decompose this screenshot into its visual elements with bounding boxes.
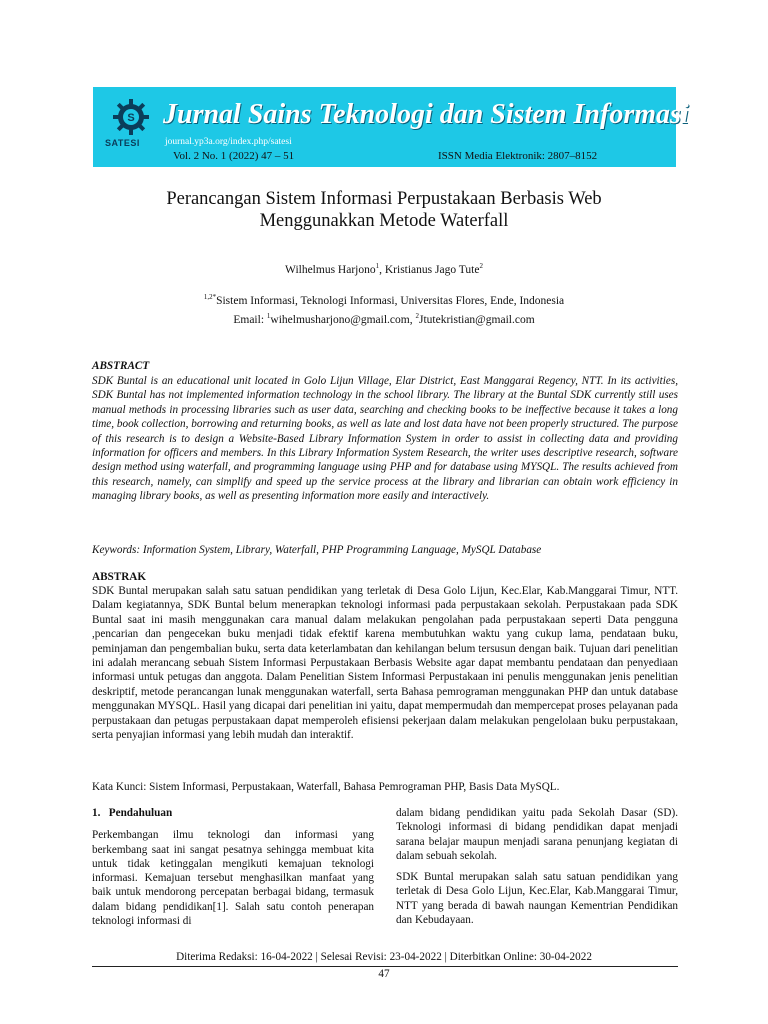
author-separator: , (379, 263, 385, 276)
title-line-1: Perancangan Sistem Informasi Perpustakaan Berbasis Web (166, 189, 602, 209)
author-1: Wilhelmus Harjono (285, 263, 376, 276)
submission-dates: Diterima Redaksi: 16-04-2022 | Selesai Revisi: 23-04-2022 | Diterbitkan Online: 30-04-2022 (176, 951, 592, 963)
journal-title: Jurnal Sains Teknologi dan Sistem Informasi (163, 99, 689, 130)
journal-url[interactable]: journal.yp3a.org/index.php/satesi (165, 137, 292, 147)
paragraph: SDK Buntal merupakan salah satu satuan pendidikan yang terletak di Desa Golo Lijun, Kec.Elar, Kab.Manggarai Timur, NTT yang berada di bawah naungan Kementrian Pendidikan dan Kebudayaan. (396, 871, 678, 927)
gear-logo-icon (111, 97, 151, 137)
email-prefix: Email: (233, 313, 267, 326)
affiliation (0, 290, 768, 309)
issn-info: ISSN Media Elektronik: 2807–8152 (438, 150, 598, 162)
email-2-sup: 2 (415, 311, 419, 320)
svg-text:S: S (127, 112, 135, 124)
abstract-body: SDK Buntal is an educational unit located in Golo Lijun Village, Elar District, East Manggarai Regency, NTT. In its activities, SDK Buntal has not implemented information technology in the school library. The library at the Buntal SDK currently still uses manual methods in processing libraries such as user data, searching and checking books to be ineffective because it takes a long time, book collection, borrowing and returning books, as well as late and lost data have not been properly structured. The purpose of this research is to design a Website-Based Library Information System in order to assist in collecting data and providing information for officers and members. In this Library Information System Research, the writer uses descriptive research, software design method using waterfall, and programming language using PHP and for database using MYSQL. The results achieved from this research, namely, can simplify and speed up the service process at the library and librarian can obtain work efficiency in managing library books, as well as presenting information more easily and interactively. (92, 375, 678, 503)
email-1[interactable]: wihelmusharjono@gmail.com, (270, 313, 416, 326)
authors (0, 262, 768, 276)
page-number: 47 (378, 968, 390, 980)
affiliation-block (0, 290, 768, 328)
email-1-sup: 1 (266, 311, 271, 320)
logo-label: SATESI (105, 138, 140, 148)
emails (0, 309, 768, 328)
title-line-2: Menggunakkan Metode Waterfall (259, 211, 509, 231)
author-2: Kristianus Jago Tute (384, 263, 480, 276)
abstrak-body: SDK Buntal merupakan salah satu satuan pendidikan yang terletak di Desa Golo Lijun, Kec.Elar, Kab.Manggarai Timur, NTT. Dalam kegiatannya, SDK Buntal belum menerapkan teknologi informasi pada perpustakaan sekolah. Perpustakaan pada SDK Buntal saat ini masih menggunakan cara manual dalam melakukan pengolahan pada perpustakaan seperti Data pengguna ,pencarian dan pengecekan buku menjadi tidak efektif karena membutuhkan waktu yang cukup lama, pendataan buku, peminjaman dan pengembalian buku, serta data keterlambatan dan kehilangan belum tersusun dengan baik. Tujuan dari penelitian ini adalah merancang sebuah Sistem Informasi Perpustakaan Berbasis Website agar dapat membantu pendataan dan penyediaan informasi untuk petugas dan anggota. Dalam Penelitian Sistem Informasi Perpustakaan ini penulis menggunakan jenis penelitian deskriptif, metode perancangan lunak menggunakan waterfall, serta Bahasa pemrograman menggunakan PHP dan untuk database menggunakan MYSQL. Hasil yang dicapai dari penelitian ini yaitu, dapat mempermudah dan mempercepat proses pelayanan pada perpustakaan dan petugas perpustakaan dapat memperoleh efisiensi pekerjaan dalam melakukan pengelolaan buku perpustakaan, serta penyajian informasi yang lebih mudah dan interaktif. (92, 585, 678, 742)
article-title (0, 188, 768, 232)
abstract-keywords: Keywords: Information System, Library, Waterfall, PHP Programming Language, MySQL Database (92, 544, 542, 556)
journal-banner (93, 87, 689, 167)
affiliation-sup: 1,2* (203, 293, 217, 301)
right-column (396, 806, 678, 934)
paragraph: Perkembangan ilmu teknologi dan informasi yang berkembang saat ini sangat pesatnya sehingga membuat kita untuk tidak ketinggalan mengikuti kemajuan teknologi informasi. Kemajuan tersebut menghasilkan manfaat yang baik untuk mendorong percepatan berbagai bidang, termasuk dalam bidang pendidikan[1]. Salah satu contoh penerapan teknologi informasi di (92, 829, 374, 928)
section-heading: 1. Pendahuluan (92, 807, 173, 819)
footer-divider (92, 966, 678, 967)
abstrak-heading: ABSTRAK (92, 571, 147, 583)
abstrak-keywords: Kata Kunci: Sistem Informasi, Perpustakaan, Waterfall, Bahasa Pemrograman PHP, Basis Data MySQL. (92, 781, 560, 793)
author-1-sup: 1 (375, 262, 380, 270)
left-column (92, 806, 374, 935)
author-2-sup: 2 (479, 262, 483, 270)
abstract-heading: ABSTRACT (92, 360, 150, 372)
volume-info: Vol. 2 No. 1 (2022) 47 – 51 (173, 150, 295, 162)
affiliation-text: Sistem Informasi, Teknologi Informasi, Universitas Flores, Ende, Indonesia (216, 294, 565, 307)
email-2[interactable]: Jtutekristian@gmail.com (418, 313, 535, 326)
paragraph: dalam bidang pendidikan yaitu pada Sekolah Dasar (SD). Teknologi informasi di bidang pendidikan dapat menjadi sarana belajar maupun menjadi sarana penunjang kegiatan di dalam sebuah sekolah. (396, 807, 678, 862)
